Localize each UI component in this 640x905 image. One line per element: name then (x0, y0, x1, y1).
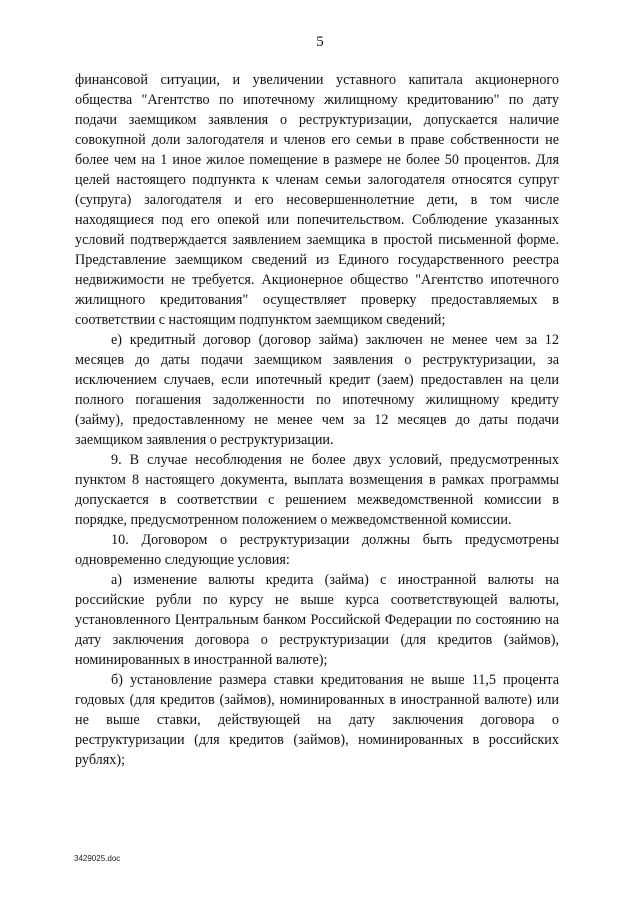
paragraph-subpoint-e: е) кредитный договор (договор займа) заключен не менее чем за 12 месяцев до даты подачи заемщиком заявления о реструктуризации, за исключением случаев, если ипотечный кредит (заем) предоставлен на цели полного погашения задолженности по ипотечному жилищному кредиту (займу), предоставленному не менее чем за 12 месяцев до даты подачи заемщиком заявления о реструктуризации. (75, 332, 559, 448)
page-number: 5 (316, 34, 324, 50)
footer-filename: 3429025.doc (74, 854, 121, 863)
paragraph-subpoint-b: б) установление размера ставки кредитования не выше 11,5 процента годовых (для кредитов (займов), номинированных в иностранной валюте) или не выше ставки, действующей на дату заключения договора о реструктуризации (для кредитов (займов), номинированных в российских рублях); (75, 672, 559, 768)
paragraph-point-10: 10. Договором о реструктуризации должны быть предусмотрены одновременно следующие условия: (75, 532, 559, 568)
paragraph-point-9: 9. В случае несоблюдения не более двух условий, предусмотренных пунктом 8 настоящего документа, выплата возмещения в рамках программы допускается в соответствии с решением межведомственной комиссии в порядке, предусмотренном положением о межведомственной комиссии. (75, 452, 559, 528)
paragraph-subpoint-a: а) изменение валюты кредита (займа) с иностранной валюты на российские рубли по курсу не выше курса соответствующей валюты, установленного Центральным банком Российской Федерации по состоянию на дату заключения договора о реструктуризации (для кредитов (займов), номинированных в иностранной валюте); (75, 572, 559, 668)
paragraph-continuation: финансовой ситуации, и увеличении уставного капитала акционерного общества "Агентство по ипотечному жилищному кредитованию" по дату подачи заемщиком заявления о реструктуризации, допускается наличие совокупной доли залогодателя и членов его семьи в праве собственности не более чем на 1 иное жилое помещение в размере не более 50 процентов. Для целей настоящего подпункта к членам семьи залогодателя относятся супруг (супруга) залогодателя и его несовершеннолетние дети, в том числе находящиеся под его опекой или попечительством. Соблюдение указанных условий подтверждается заявлением заемщика в простой письменной форме. Представление заемщиком сведений из Единого государственного реестра недвижимости не требуется. Акционерное общество "Агентство ипотечного жилищного кредитования" осуществляет проверку предоставляемых в соответствии с настоящим подпунктом заемщиком сведений; (75, 72, 559, 328)
document-body (75, 70, 559, 770)
